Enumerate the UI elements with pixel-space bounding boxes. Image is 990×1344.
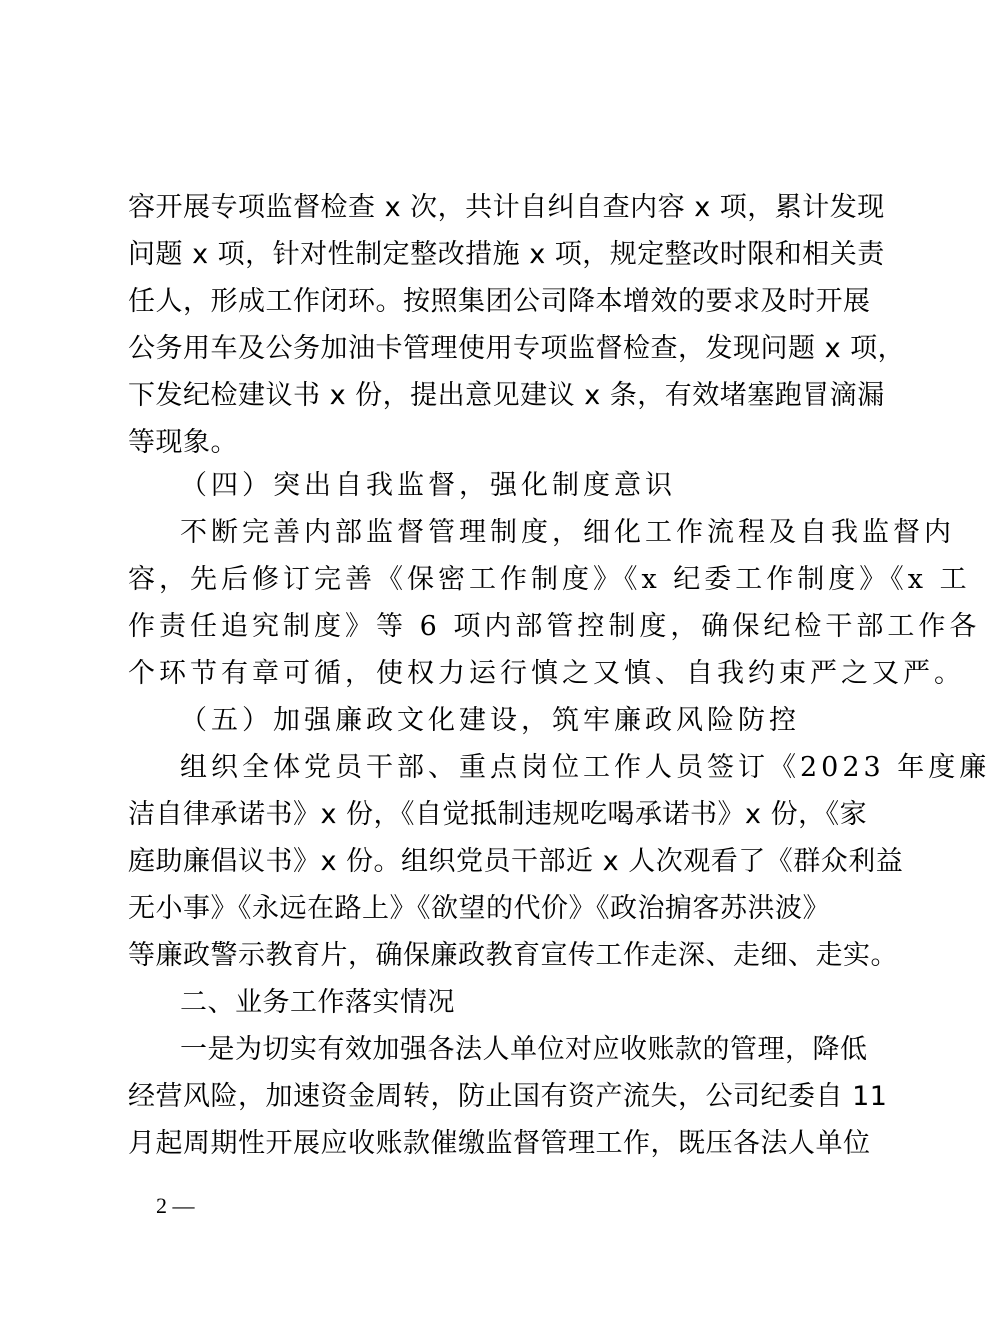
- paragraph-line: 月起周期性开展应收账款催缴监督管理工作，既压各法人单位: [128, 1128, 871, 1159]
- paragraph-line: 庭助廉倡议书》x 份。组织党员干部近 x 人次观看了《群众利益: [128, 846, 904, 877]
- section-title-2: 二、业务工作落实情况: [180, 987, 455, 1018]
- section-heading-5: （五）加强廉政文化建设，筑牢廉政风险防控: [180, 705, 800, 736]
- paragraph-line: 不断完善内部监督管理制度，细化工作流程及自我监督内: [180, 517, 955, 548]
- paragraph-line: 问题 x 项，针对性制定整改措施 x 项，规定整改时限和相关责: [128, 239, 885, 270]
- paragraph-line: 无小事》《永远在路上》《欲望的代价》《政治掮客苏洪波》: [128, 893, 830, 924]
- section-heading-4: （四）突出自我监督，强化制度意识: [180, 470, 676, 501]
- paragraph-line: 一是为切实有效加强各法人单位对应收账款的管理，降低: [180, 1034, 868, 1065]
- paragraph-line: 个环节有章可循，使权力运行慎之又慎、自我约束严之又严。: [128, 658, 965, 689]
- paragraph-line: 组织全体党员干部、重点岗位工作人员签订《2023 年度廉: [180, 752, 990, 783]
- paragraph-line: 公务用车及公务加油卡管理使用专项监督检查，发现问题 x 项，: [128, 333, 906, 364]
- paragraph-line: 等现象。: [128, 427, 238, 458]
- paragraph-line: 容，先后修订完善《保密工作制度》《x 纪委工作制度》《x 工: [128, 564, 971, 595]
- paragraph-line: 等廉政警示教育片，确保廉政教育宣传工作走深、走细、走实。: [128, 940, 898, 971]
- paragraph-line: 容开展专项监督检查 x 次，共计自纠自查内容 x 项，累计发现: [128, 192, 885, 223]
- paragraph-line: 洁自律承诺书》x 份，《自觉抵制违规吃喝承诺书》x 份，《家: [128, 799, 868, 830]
- paragraph-line: 下发纪检建议书 x 份，提出意见建议 x 条，有效堵塞跑冒滴漏: [128, 380, 885, 411]
- paragraph-line: 经营风险，加速资金周转，防止国有资产流失，公司纪委自 11: [128, 1081, 888, 1112]
- page-number: 2 —: [156, 1193, 195, 1218]
- paragraph-line: 作责任追究制度》等 6 项内部管控制度，确保纪检干部工作各: [128, 611, 981, 642]
- paragraph-line: 任人，形成工作闭环。按照集团公司降本增效的要求及时开展: [128, 286, 871, 317]
